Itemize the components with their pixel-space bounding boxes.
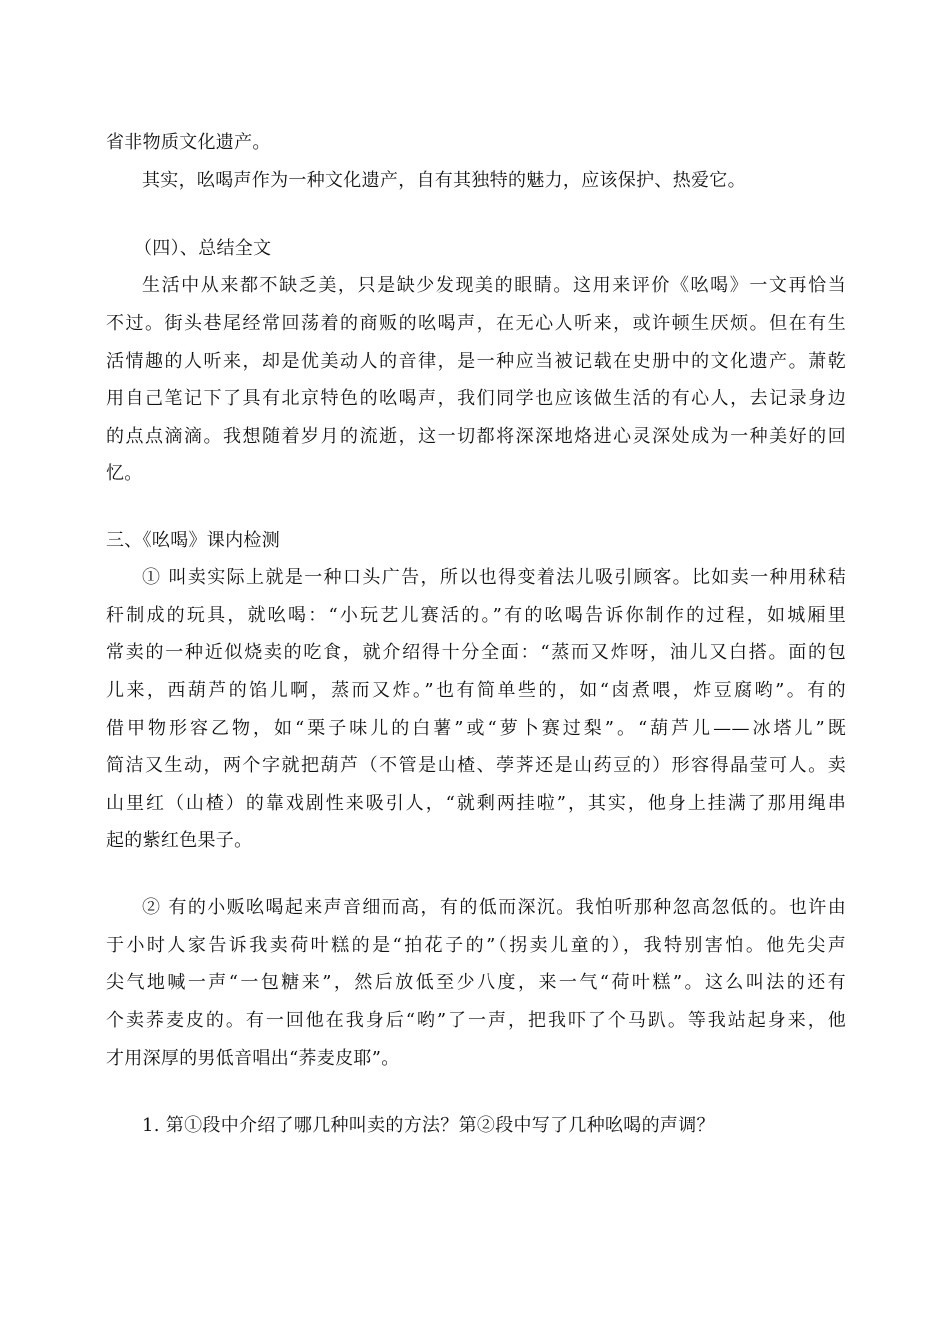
text-line: 的点点滴滴。我想随着岁月的流逝，这一切都将深深地烙进心灵深处成为一种美好的回	[106, 426, 846, 447]
section-heading: 三、《吆喝》课内检测	[106, 530, 280, 551]
text-line: 儿来，西葫芦的馅儿啊，蒸而又炸。”也有简单些的，如“卤煮喂，炸豆腐哟”。有的	[106, 680, 846, 701]
text-line: 山里红（山楂）的靠戏剧性来吸引人，“就剩两挂啦”，其实，他身上挂满了那用绳串	[106, 793, 846, 814]
text-line: 省非物质文化遗产。	[106, 132, 271, 153]
text-line: 简洁又生动，两个字就把葫芦（不管是山楂、荸荠还是山药豆的）形容得晶莹可人。卖	[106, 755, 846, 776]
text-line: 起的紫红色果子。	[106, 830, 253, 851]
text-line: ① 叫卖实际上就是一种口头广告，所以也得变着法儿吸引顾客。比如卖一种用秫秸	[142, 567, 846, 588]
section-heading: （四）、总结全文	[134, 238, 272, 259]
text-line: 忆。	[106, 463, 143, 484]
text-line: 其实，吆喝声作为一种文化遗产，自有其独特的魅力，应该保护、热爱它。	[142, 170, 746, 191]
text-line: 于小时人家告诉我卖荷叶糕的是“拍花子的”（拐卖儿童的），我特别害怕。他先尖声	[106, 935, 846, 956]
text-line: 秆制成的玩具，就吆喝：“小玩艺儿赛活的。”有的吆喝告诉你制作的过程，如城厢里	[106, 605, 846, 626]
text-line: 活情趣的人听来，却是优美动人的音律，是一种应当被记载在史册中的文化遗产。萧乾	[106, 351, 846, 372]
text-line: 借甲物形容乙物，如“栗子味儿的白薯”或“萝卜赛过梨”。“葫芦儿——冰塔儿”既	[106, 718, 846, 739]
text-line: 个卖荞麦皮的。有一回他在我身后“哟”了一声，把我吓了个马趴。等我站起身来，他	[106, 1010, 846, 1031]
text-line: 常卖的一种近似烧卖的吃食，就介绍得十分全面：“蒸而又炸呀，油儿又白搭。面的包	[106, 642, 846, 663]
text-line: 生活中从来都不缺乏美，只是缺少发现美的眼睛。这用来评价《吆喝》一文再恰当	[142, 275, 846, 296]
text-line: 才用深厚的男低音唱出“荞麦皮耶”。	[106, 1048, 400, 1069]
text-line: 用自己笔记下了具有北京特色的吆喝声，我们同学也应该做生活的有心人，去记录身边	[106, 388, 846, 409]
text-line: 不过。街头巷尾经常回荡着的商贩的吆喝声，在无心人听来，或许顿生厌烦。但在有生	[106, 313, 846, 334]
text-line: ② 有的小贩吆喝起来声音细而高，有的低而深沉。我怕听那种忽高忽低的。也许由	[142, 897, 846, 918]
question-line: 1. 第①段中介绍了哪几种叫卖的方法？第②段中写了几种吆喝的声调？	[142, 1115, 715, 1136]
text-line: 尖气地喊一声“一包糖来”，然后放低至少八度，来一气“荷叶糕”。这么叫法的还有	[106, 972, 846, 993]
